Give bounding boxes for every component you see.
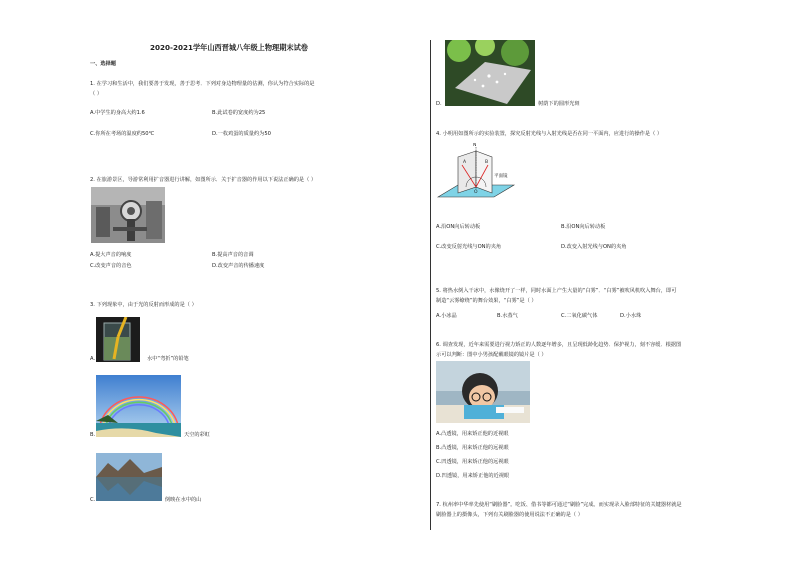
q5-stem-line1: 5. 将热水倒入干冰中，水像烧开了一样，同时水面上产生大量的“白雾”．“白雾”被吹风机吹入舞台，即可 <box>436 288 677 294</box>
q1-option-b: B.此试卷的宽度约为25 <box>212 110 266 116</box>
q3-option-b-letter: B. <box>90 432 96 438</box>
q3-option-c-text: 倒映在水中的山 <box>165 497 202 503</box>
fig-label-mirror: 平面镜 <box>494 174 508 179</box>
q4-option-c: C.改变反射光线与ON的夹角 <box>436 244 502 250</box>
q3-option-d-letter: D. <box>436 101 442 107</box>
q5-option-c: C.二氧化碳气体 <box>561 313 598 319</box>
tree-shade-light-spots-photo <box>445 40 535 106</box>
fig-label-b: B <box>485 160 489 165</box>
q3-option-a-letter: A. <box>90 356 96 362</box>
q6-option-c: C.凹透镜，用来矫正他的远视眼 <box>436 459 509 465</box>
megaphone-photo <box>91 187 165 243</box>
q5-option-b: B.水蒸气 <box>497 313 518 319</box>
q3-stem: 3. 下列现象中，由于光的反射而形成的是（ ） <box>90 302 197 308</box>
boy-with-glasses-photo <box>436 361 530 423</box>
q3-option-c-letter: C. <box>90 497 96 503</box>
q1-stem-line1: 1. 在学习和生活中，我们要善于发现，善于思考．下列对身边物理量的估测，你认为符合实际的是 <box>90 81 315 87</box>
q2-option-b: B.提高声音的音调 <box>212 252 254 258</box>
q2-option-c: C.改变声音的音色 <box>90 263 132 269</box>
q6-option-a: A.凸透镜，用来矫正他的近视眼 <box>436 431 509 437</box>
q1-option-d: D.一枚鸡蛋的质量约为50 <box>212 131 271 137</box>
fig-label-a: A <box>463 160 467 165</box>
q6-option-d: D.凹透镜，用来矫正他的近视眼 <box>436 473 510 479</box>
q4-option-b: B.沿ON向后转动板 <box>561 224 606 230</box>
mountain-reflection-photo <box>96 453 162 501</box>
q5-option-a: A.小冰晶 <box>436 313 457 319</box>
q3-option-a-text: 水中“弯折”的铅笔 <box>147 356 189 362</box>
q2-option-a: A.提大声音的响度 <box>90 252 132 258</box>
q4-stem: 4. 小明用如图所示的实验装置，探究反射光线与入射光线是否在同一平面内，应进行的操作是（ ） <box>436 131 663 137</box>
fig-label-n: N <box>473 143 477 148</box>
q3-option-b-text: 天空的彩虹 <box>184 432 210 438</box>
section-heading: 一、选择题 <box>90 61 116 67</box>
fig-label-o: O <box>474 190 478 195</box>
q2-option-d: D.改变声音的传播速度 <box>212 263 265 269</box>
q5-stem-line2: 制造“云雾缭绕”的舞台效果，“白雾”是（ ） <box>436 298 537 304</box>
q3-option-d-text: 树荫下的圆形光斑 <box>538 101 580 107</box>
q1-option-a: A.中学生的身高大约1.6 <box>90 110 145 116</box>
q5-option-d: D.小水珠 <box>620 313 642 319</box>
q4-option-d: D.改变入射光线与ON的夹角 <box>561 244 627 250</box>
q7-stem-line2: 刷脸器上的摄像头，下列有关刷脸器的使用说法不正确的是（ ） <box>436 512 583 518</box>
q4-option-a: A.沿ON向后转动板 <box>436 224 481 230</box>
q6-stem-line1: 6. 调查发现，近年来需要进行视力矫正的人数逐年增多，且呈现低龄化趋势．保护视力，刻不容缓．根据图 <box>436 342 682 348</box>
q2-stem: 2. 在旅游景区，导游常利用扩音器进行讲解，如图所示．关于扩音器的作用以下说法正确的是（ ） <box>90 177 317 183</box>
q1-stem-line2: （ ） <box>90 91 103 97</box>
rainbow-photo <box>96 375 181 437</box>
q6-option-b: B.凸透镜，用来矫正他的远视眼 <box>436 445 509 451</box>
q1-option-c: C.你所在考场的温度约50℃ <box>90 131 155 137</box>
q7-stem-line1: 7. 杭州率中华率先使用“刷脸器”。吃饭、借书等都可通过“刷脸”完成。而实现录入脸部特征的关键器材就是 <box>436 502 682 508</box>
reflection-experiment-diagram <box>436 143 518 209</box>
pencil-in-water-photo <box>96 317 140 362</box>
page-title: 2020-2021学年山西晋城八年级上物理期末试卷 <box>150 43 308 52</box>
q6-stem-line2: 示可以判断：图中小男孩配戴眼镜的镜片是（ ） <box>436 352 547 358</box>
column-divider <box>430 40 431 530</box>
